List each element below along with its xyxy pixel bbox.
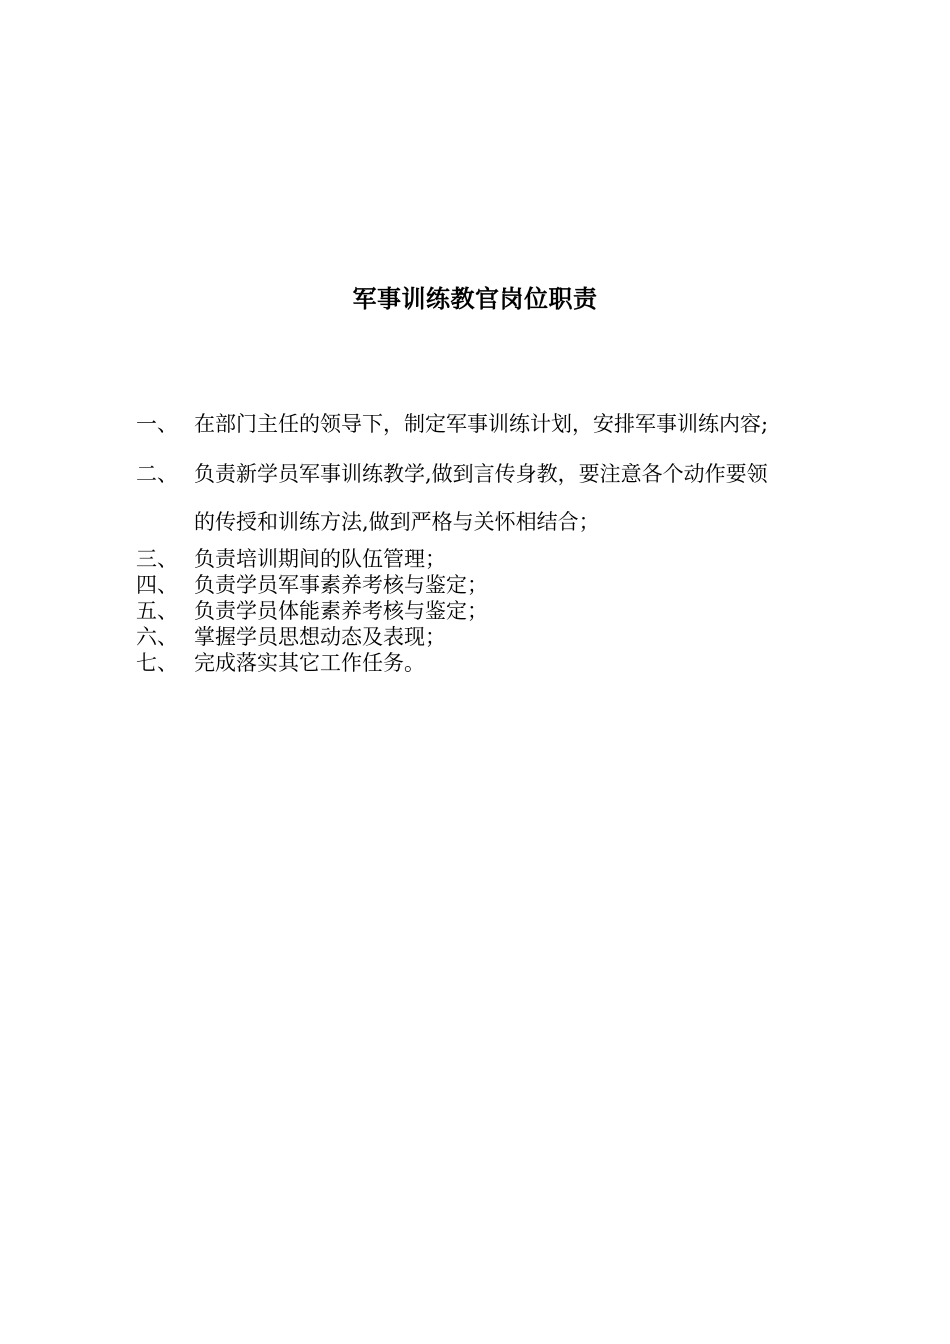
item-number: 三、 <box>136 547 178 571</box>
item-number: 五、 <box>136 599 178 623</box>
item-text: 负责新学员军事训练教学,做到言传身教，要注意各个动作要领 <box>194 462 768 486</box>
item-text: 完成落实其它工作任务。 <box>194 651 425 675</box>
item-number: 二、 <box>136 462 178 486</box>
document-title: 军事训练教官岗位职责 <box>352 285 598 313</box>
item-number: 四、 <box>136 573 178 597</box>
item-text: 在部门主任的领导下，制定军事训练计划，安排军事训练内容; <box>194 412 769 436</box>
item-text: 负责学员军事素养考核与鉴定； <box>194 573 488 597</box>
item-text: 负责学员体能素养考核与鉴定； <box>194 599 488 623</box>
item-text-continuation: 的传授和训练方法,做到严格与关怀相结合； <box>194 510 600 534</box>
duty-item-2 <box>136 461 876 541</box>
item-number: 七、 <box>136 651 178 675</box>
item-number: 六、 <box>136 625 178 649</box>
item-text: 掌握学员思想动态及表现； <box>194 625 446 649</box>
item-text: 负责培训期间的队伍管理； <box>194 547 446 571</box>
item-number: 一、 <box>136 412 178 436</box>
